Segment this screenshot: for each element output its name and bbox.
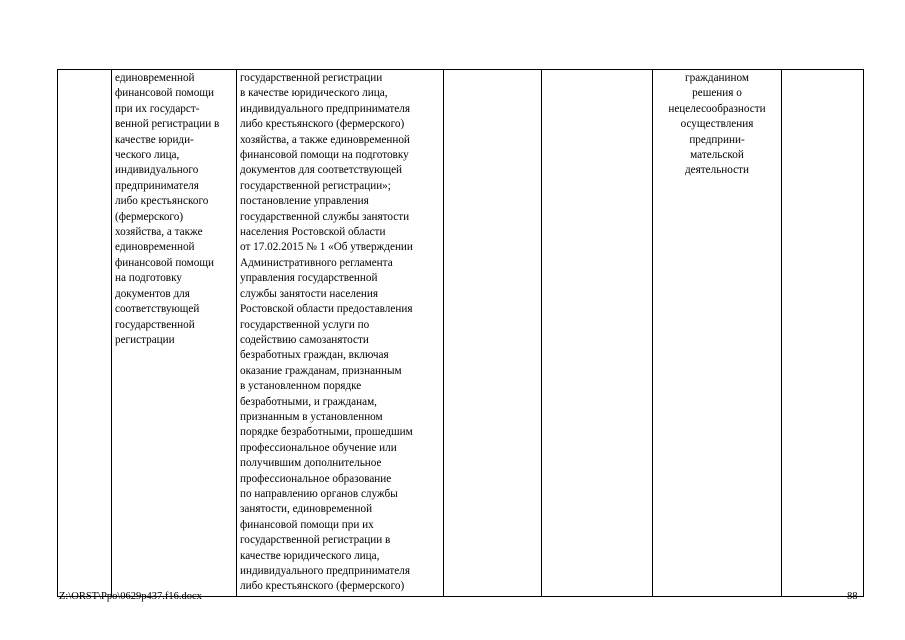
document-table: [57, 69, 864, 597]
cell-legal-basis: государственной регистрации в качестве юридического лица, индивидуального предпринимателя либо крестьянского (фермерского) хозяйства, а также единовременной финансовой помощи на подготовку документов для соответствующей государственной регистрации»; постановление управления государственной службы занятости населения Ростовской области от 17.02.2015 № 1 «Об утверждении Административного регламента управления государственной службы занятости населения Ростовской области предоставления государственной услуги по содействию самозанятости безработных граждан, включая оказание гражданам, признанным в установленном порядке безработными, и гражданам, признанным в установленном порядке безработными, прошедшим профессиональное обучение или получившим дополнительное профессиональное образование по направлению органов службы занятости, единовременной финансовой помощи при их государственной регистрации в качестве юридического лица, индивидуального предпринимателя либо крестьянского (фермерского): [237, 70, 444, 597]
cell-number: [58, 70, 112, 597]
cell-empty-7: [782, 70, 864, 597]
footer-file-path: Z:\ORST\Ppo\0629p437.f16.docx: [59, 591, 202, 602]
footer-page-number: 88: [847, 591, 858, 602]
cell-refusal-grounds: гражданином решения о нецелесообразности осуществления предприни- мательской деятельности: [653, 70, 782, 597]
cell-empty-5: [542, 70, 653, 597]
cell-service-description: единовременной финансовой помощи при их государст- венной регистрации в качестве юриди- ческого лица, индивидуального предпринимателя либо крестьянского (фермерского) хозяйства, а также единовременной финансовой помощи на подготовку документов для соответствующей государственной регистрации: [112, 70, 237, 597]
cell-empty-4: [444, 70, 542, 597]
table-row: [58, 70, 864, 597]
